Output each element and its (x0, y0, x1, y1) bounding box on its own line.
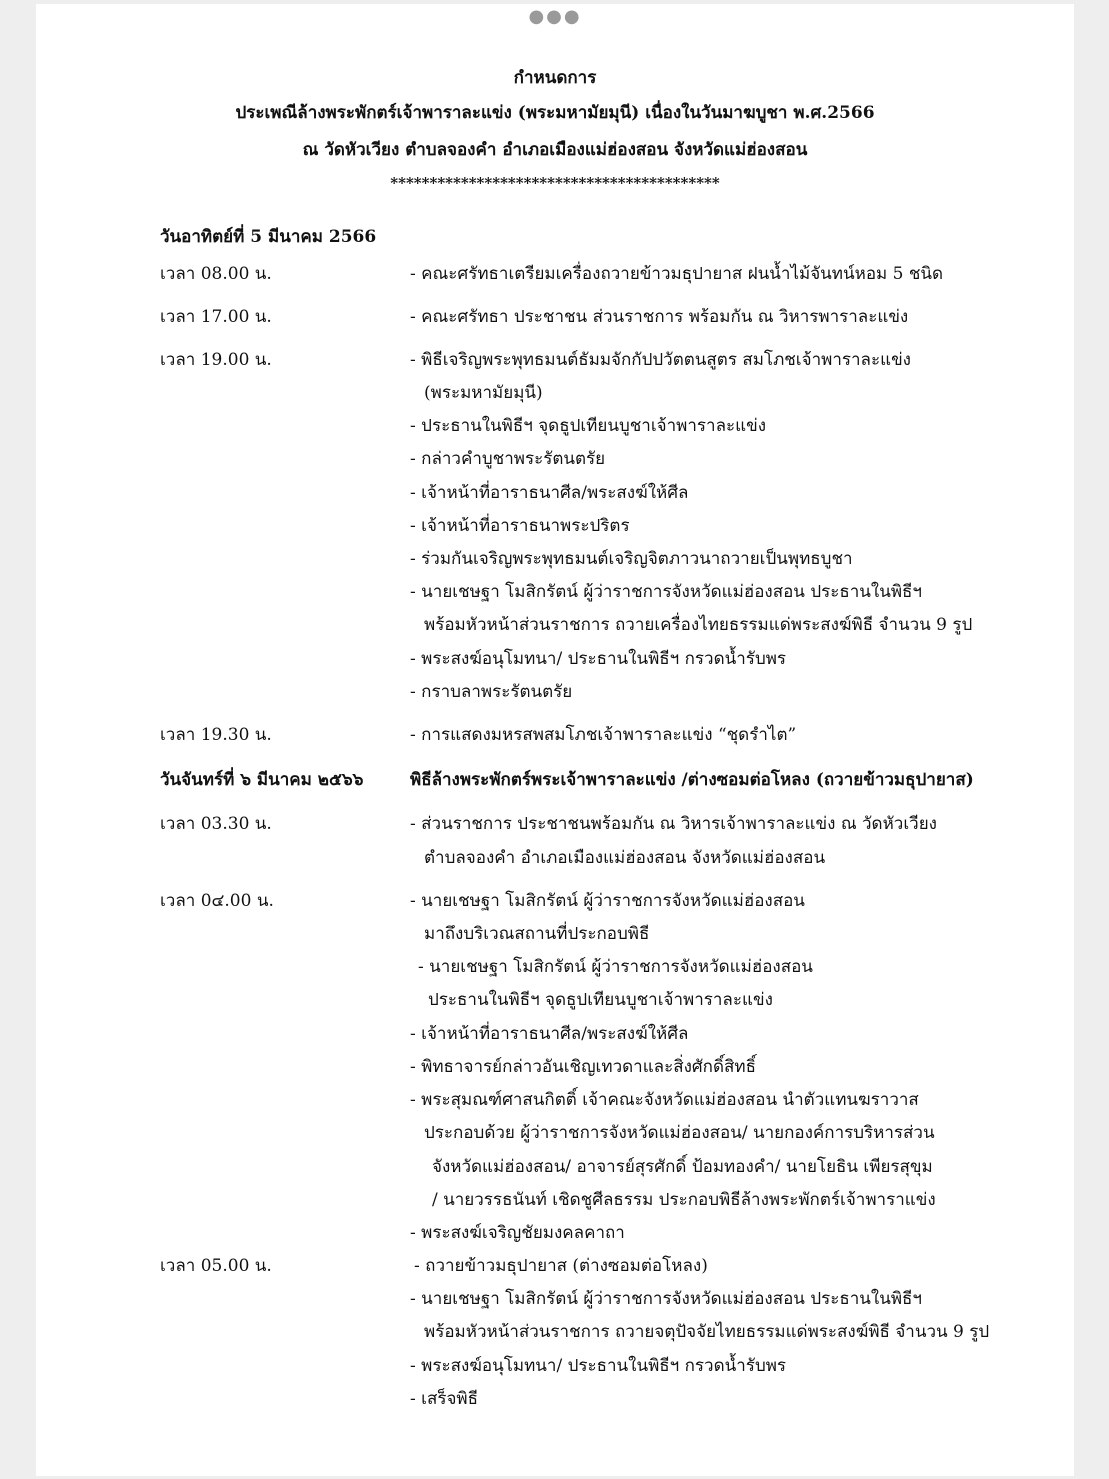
schedule-item: - นายเชษฐา โมสิกรัตน์ ผู้ว่าราชการจังหวัดแม่ฮ่องสอน (410, 891, 805, 911)
event-location: ณ วัดหัวเวียง ตำบลจองคำ อำเภอเมืองแม่ฮ่องสอน จังหวัดแม่ฮ่องสอน (302, 140, 808, 160)
schedule-item: พร้อมหัวหน้าส่วนราชการ ถวายเครื่องไทยธรรมแด่พระสงฆ์พิธี จำนวน 9 รูป (424, 615, 973, 635)
time-label: เวลา 19.30 น. (160, 725, 272, 745)
schedule-item: - พิธีเจริญพระพุทธมนต์ธัมมจักกัปปวัตตนสูตร สมโภชเจ้าพาราละแข่ง (410, 350, 911, 370)
event-title: ประเพณีล้างพระพักตร์เจ้าพาราละแข่ง (พระมหามัยมุนี) เนื่องในวันมาฆบูชา พ.ศ.2566 (235, 103, 875, 123)
schedule-item: - กล่าวคำบูชาพระรัตนตรัย (410, 449, 606, 469)
schedule-item: / นายวรรธนันท์ เชิดชูศีลธรรม ประกอบพิธีล้างพระพักตร์เจ้าพาราแข่ง (432, 1190, 936, 1210)
schedule-item: - นายเชษฐา โมสิกรัตน์ ผู้ว่าราชการจังหวัดแม่ฮ่องสอน (418, 957, 813, 977)
schedule-item: - ร่วมกันเจริญพระพุทธมนต์เจริญจิตภาวนาถวายเป็นพุทธบูชา (410, 549, 853, 569)
time-label: เวลา 05.00 น. (160, 1256, 272, 1276)
schedule-item: - คณะศรัทธา ประชาชน ส่วนราชการ พร้อมกัน ณ วิหารพาราละแข่ง (410, 307, 909, 327)
more-options-icon[interactable]: ●●● (528, 6, 582, 27)
schedule-item: - ส่วนราชการ ประชาชนพร้อมกัน ณ วิหารเจ้าพาราละแข่ง ณ วัดหัวเวียง (410, 814, 937, 834)
schedule-item: - พระสงฆ์อนุโมทนา/ ประธานในพิธีฯ กรวดน้ำรับพร (410, 649, 787, 669)
schedule-item: - พระสุมณฑ์ศาสนกิตติ์ เจ้าคณะจังหวัดแม่ฮ่องสอน นำตัวแทนฆราวาส (410, 1090, 919, 1110)
time-label: เวลา 0๔.00 น. (160, 891, 274, 911)
schedule-item: พร้อมหัวหน้าส่วนราชการ ถวายจตุปัจจัยไทยธรรมแด่พระสงฆ์พิธี จำนวน 9 รูป (424, 1322, 990, 1342)
time-label: เวลา 19.00 น. (160, 350, 272, 370)
schedule-item: - การแสดงมหรสพสมโภชเจ้าพาราละแข่ง “ชุดรำไต” (410, 725, 797, 745)
schedule-item: (พระมหามัยมุนี) (424, 383, 543, 403)
schedule-item: - เจ้าหน้าที่อาราธนาพระปริตร (410, 516, 630, 536)
document-page (36, 4, 1074, 1476)
schedule-item: - พระสงฆ์อนุโมทนา/ ประธานในพิธีฯ กรวดน้ำรับพร (410, 1356, 787, 1376)
schedule-item: - พิทธาจารย์กล่าวอันเชิญเทวดาและสิ่งศักดิ์สิทธิ์ (410, 1057, 756, 1077)
schedule-item: - พระสงฆ์เจริญชัยมงคลคาถา (410, 1223, 625, 1243)
schedule-item: - เสร็จพิธี (410, 1389, 479, 1409)
schedule-item: จังหวัดแม่ฮ่องสอน/ อาจารย์สุรศักดิ์ ป้อมทองคำ/ นายโยธิน เพียรสุขุม (432, 1157, 933, 1177)
schedule-item: - คณะศรัทธาเตรียมเครื่องถวายข้าวมธุปายาส ฝนน้ำไม้จันทน์หอม 5 ชนิด (410, 264, 944, 284)
time-label: เวลา 17.00 น. (160, 307, 272, 327)
schedule-item: - ประธานในพิธีฯ จุดธูปเทียนบูชาเจ้าพาราละแข่ง (410, 416, 767, 436)
stars-divider: ****************************************** (390, 174, 720, 192)
time-label: เวลา 03.30 น. (160, 814, 272, 834)
day2-title: วันจันทร์ที่ ๖ มีนาคม ๒๕๖๖ (160, 770, 364, 790)
schedule-item: ประธานในพิธีฯ จุดธูปเทียนบูชาเจ้าพาราละแข่ง (428, 990, 773, 1010)
schedule-item: มาถึงบริเวณสถานที่ประกอบพิธี (424, 924, 650, 944)
schedule-item: - เจ้าหน้าที่อาราธนาศีล/พระสงฆ์ให้ศีล (410, 483, 689, 503)
schedule-item: - นายเชษฐา โมสิกรัตน์ ผู้ว่าราชการจังหวัดแม่ฮ่องสอน ประธานในพิธีฯ (410, 1289, 922, 1309)
day1-title: วันอาทิตย์ที่ 5 มีนาคม 2566 (160, 227, 377, 247)
time-label: เวลา 08.00 น. (160, 264, 272, 284)
schedule-item: ประกอบด้วย ผู้ว่าราชการจังหวัดแม่ฮ่องสอน/ นายกองค์การบริหารส่วน (424, 1123, 935, 1143)
doc-title: กำหนดการ (513, 68, 597, 88)
day2-subtitle: พิธีล้างพระพักตร์พระเจ้าพาราละแข่ง /ต่างซอมต่อโหลง (ถวายข้าวมธุปายาส) (410, 770, 974, 790)
schedule-item: - กราบลาพระรัตนตรัย (410, 682, 573, 702)
schedule-item: - นายเชษฐา โมสิกรัตน์ ผู้ว่าราชการจังหวัดแม่ฮ่องสอน ประธานในพิธีฯ (410, 582, 922, 602)
schedule-item: - เจ้าหน้าที่อาราธนาศีล/พระสงฆ์ให้ศีล (410, 1024, 689, 1044)
schedule-item: ตำบลจองคำ อำเภอเมืองแม่ฮ่องสอน จังหวัดแม่ฮ่องสอน (424, 848, 826, 868)
schedule-item: - ถวายข้าวมธุปายาส (ต่างซอมต่อโหลง) (414, 1256, 708, 1276)
